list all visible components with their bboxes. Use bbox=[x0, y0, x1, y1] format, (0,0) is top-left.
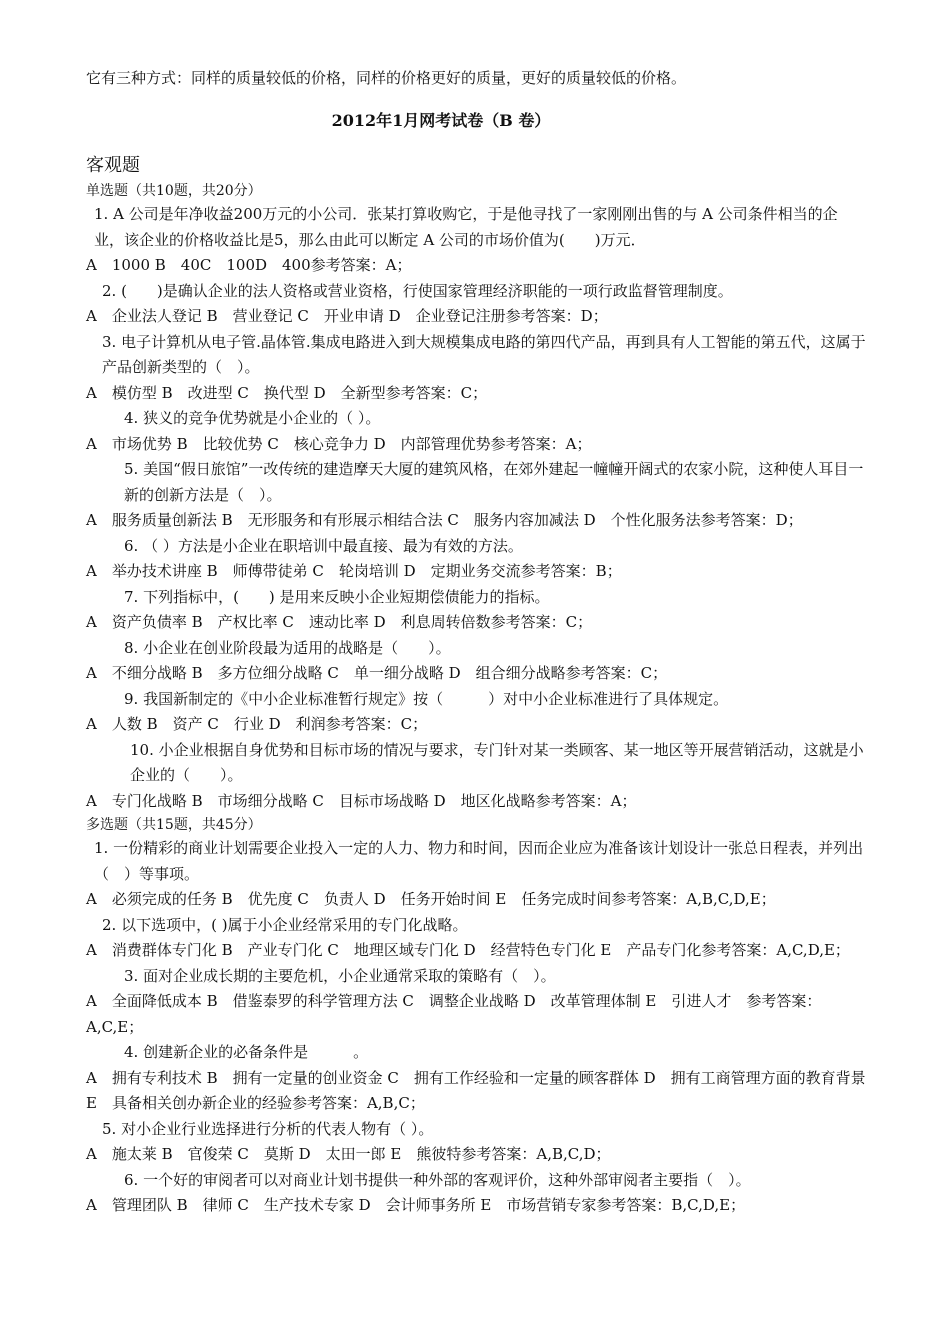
section-heading: 客观题 bbox=[86, 155, 140, 176]
question-text: 6. 一个好的审阅者可以对商业计划书提供一种外部的客观评价，这种外部审阅者主要指（ ）。 bbox=[124, 1170, 751, 1189]
answer-options: A 市场优势 B 比较优势 C 核心竞争力 D 内部管理优势参考答案：A； bbox=[86, 434, 592, 453]
exam-title: 2012年1月网考试卷（B 卷） bbox=[331, 111, 551, 130]
answer-options: A 不细分战略 B 多方位细分战略 C 单一细分战略 D 组合细分战略参考答案：C； bbox=[86, 664, 668, 682]
intro-text: 它有三种方式：同样的质量较低的价格，同样的价格更好的质量，更好的质量较低的价格。 bbox=[86, 69, 687, 87]
question-text: 4. 创建新企业的必备条件是 。 bbox=[124, 1043, 369, 1061]
answer-options: A 人数 B 资产 C 行业 D 利润参考答案：C； bbox=[86, 715, 428, 733]
question-text: 6. （ ）方法是小企业在职培训中最直接、最为有效的方法。 bbox=[124, 536, 523, 555]
answer-options: A 服务质量创新法 B 无形服务和有形展示相结合法 C 服务内容加减法 D 个性化服务法参考答案：D； bbox=[86, 511, 803, 529]
question-text: 3. 面对企业成长期的主要危机，小企业通常采取的策略有（ ）。 bbox=[124, 966, 556, 985]
question-text: 2. 以下选项中，( )属于小企业经常采用的专门化战略。 bbox=[102, 915, 468, 934]
question-text: 8. 小企业在创业阶段最为适用的战略是（ ）。 bbox=[124, 638, 451, 657]
answer-options: A 企业法人登记 B 营业登记 C 开业申请 D 企业登记注册参考答案：D； bbox=[86, 307, 608, 325]
answer-options: A 施太莱 B 官俊荣 C 莫斯 D 太田一郎 E 熊彼特参考答案：A,B,C,D； bbox=[86, 1145, 611, 1163]
question-text: 1. A 公司是年净收益200万元的小公司．张某打算收购它，于是他寻找了一家刚刚出售的与 A 公司条件相当的企业，该企业的价格收益比是5，那么由此可以断定 A 公司的市场价值为( )万元． bbox=[94, 205, 838, 249]
question-text: 9. 我国新制定的《中小企业标准暂行规定》按（ ）对中小企业标准进行了具体规定。 bbox=[124, 689, 729, 708]
question-text: 4. 狭义的竞争优势就是小企业的（ ）。 bbox=[124, 409, 381, 427]
answer-options: A 管理团队 B 律师 C 生产技术专家 D 会计师事务所 E 市场营销专家参考答案：B,C,D,E； bbox=[86, 1196, 746, 1214]
answer-options: A 全面降低成本 B 借鉴泰罗的科学管理方法 C 调整企业战略 D 改革管理体制 E 引进人才 参考答案：A,C,E； bbox=[86, 992, 822, 1036]
answer-options: A 1000 B 40C 100D 400参考答案：A； bbox=[86, 256, 412, 274]
question-text: 5. 美国“假日旅馆”一改传统的建造摩天大厦的建筑风格，在郊外建起一幢幢开阔式的农家小院，这种使人耳目一新的创新方法是（ ）。 bbox=[124, 460, 864, 504]
question-text: 7. 下列指标中，( ) 是用来反映小企业短期偿债能力的指标。 bbox=[124, 587, 550, 606]
question-text: 5. 对小企业行业选择进行分析的代表人物有（ ）。 bbox=[102, 1119, 434, 1138]
multi-choice-header: 多选题（共15题，共45分） bbox=[86, 817, 262, 833]
document-page bbox=[86, 66, 866, 1219]
single-choice-header: 单选题（共10题，共20分） bbox=[86, 183, 262, 199]
question-text: 1. 一份精彩的商业计划需要企业投入一定的人力、物力和时间，因而企业应为准备该计划设计一张总日程表，并列出（ ）等事项。 bbox=[94, 839, 864, 883]
question-text: 10. 小企业根据自身优势和目标市场的情况与要求，专门针对某一类顾客、某一地区等开展营销活动，这就是小企业的（ ）。 bbox=[130, 740, 864, 784]
question-text: 2. ( )是确认企业的法人资格或营业资格，行使国家管理经济职能的一项行政监督管理制度。 bbox=[102, 281, 733, 300]
answer-options: A 消费群体专门化 B 产业专门化 C 地理区域专门化 D 经营特色专门化 E 产品专门化参考答案：A,C,D,E； bbox=[86, 941, 850, 959]
answer-options: A 拥有专利技术 B 拥有一定量的创业资金 C 拥有工作经验和一定量的顾客群体 D 拥有工商管理方面的教育背景 E 具备相关创办新企业的经验参考答案：A,B,C； bbox=[86, 1068, 866, 1112]
answer-options: A 资产负债率 B 产权比率 C 速动比率 D 利息周转倍数参考答案：C； bbox=[86, 613, 593, 631]
question-text: 3. 电子计算机从电子管.晶体管.集成电路进入到大规模集成电路的第四代产品，再到具有人工智能的第五代，这属于产品创新类型的（ ）。 bbox=[102, 332, 866, 376]
answer-options: A 必须完成的任务 B 优先度 C 负责人 D 任务开始时间 E 任务完成时间参考答案：A,B,C,D,E； bbox=[86, 890, 776, 908]
answer-options: A 举办技术讲座 B 师傅带徒弟 C 轮岗培训 D 定期业务交流参考答案：B； bbox=[86, 562, 622, 580]
answer-options: A 模仿型 B 改进型 C 换代型 D 全新型参考答案：C； bbox=[86, 383, 488, 402]
answer-options: A 专门化战略 B 市场细分战略 C 目标市场战略 D 地区化战略参考答案：A； bbox=[86, 791, 637, 810]
